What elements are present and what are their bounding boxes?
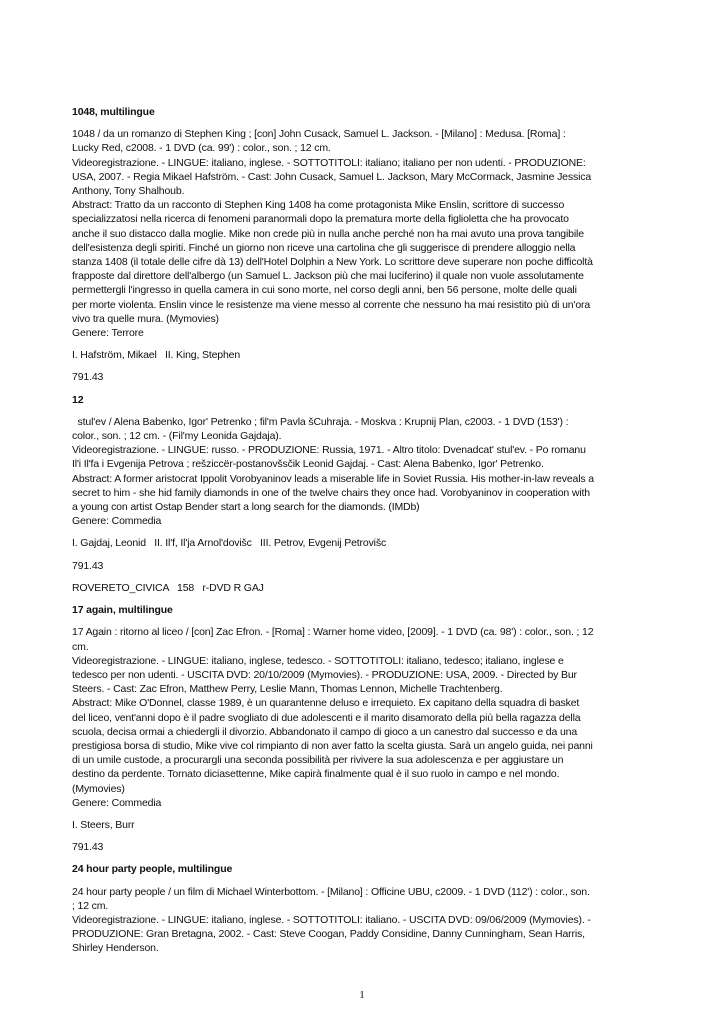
entry-abstract: Abstract: Mike O'Donnel, classe 1989, è un quarantenne deluso e irrequieto. Ex capitano della squadra di basket del liceo, vent'anni dopo è il padre svogliato di due adolescenti e il marito disamorato della più bella ragazza della scuola, decisa ormai a chiedergli il divorzio. Abbandonato il campo di gioco a un canestro dal successo e da una prestigiosa borsa di studio, Mike vive col rimpianto di non aver fatto la scelta giusta. Sarà un angelo guida, nei panni di un umile custode, a procurargli una seconda possibilità per rivivere la sua adolescenza e per aggiustare un destino da perdente. Tornato diciasettenne, Mike capirà finalmente qual è il suo ruolo in campo e nel mondo. (Mymovies) — [72, 697, 593, 795]
entry-classification: 791.43 — [72, 841, 104, 854]
entry-genre: Genere: Commedia — [72, 515, 162, 528]
entry-heading: 17 again, multilingue — [72, 604, 173, 617]
entry-description: stul'ev / Alena Babenko, Igor' Petrenko ; fil'm Pavla šCuhraja. - Moskva : Krupnij Plan, c2003. - 1 DVD (153') : color., son. ; 12 cm. - (Fil'my Leonida Gajdaja). — [72, 415, 572, 443]
entry-description: 24 hour party people / un film di Michael Winterbottom. - [Milano] : Officine UBU, c2009. - 1 DVD (112') : color., son. ; 12 cm. — [72, 885, 590, 912]
catalog-entry — [72, 105, 594, 385]
entry-body — [72, 625, 594, 810]
entry-body — [72, 127, 594, 340]
catalog-entries — [72, 105, 594, 964]
entry-added-entries: I. Gajdaj, Leonid II. Il'f, Il'ja Arnol'dovišc III. Petrov, Evgenij Petrovišc — [72, 537, 387, 550]
entry-body — [72, 885, 594, 956]
entry-heading: 24 hour party people, multilingue — [72, 863, 233, 876]
entry-genre: Genere: Commedia — [72, 796, 162, 809]
entry-classification: 791.43 — [72, 371, 104, 384]
entry-added-entries: I. Hafström, Mikael II. King, Stephen — [72, 349, 241, 362]
entry-heading: 12 — [72, 393, 84, 406]
entry-abstract: Abstract: Tratto da un racconto di Stephen King 1408 ha come protagonista Mike Enslin, scrittore di successo specializzatosi nella ricerca di fenomeni paranormali dopo la prematura morte della figlioletta che ha provocato anche il suo distacco dalla moglie. Mike non crede più in nulla anche perché non ha mai avuto una prova tangibile dell'esistenza degli spiriti. Finché un giorno non riceve una cartolina che gli suggerisce di prendere alloggio nella stanza 1408 (il totale delle cifre dà 13) dell'Hotel Dolphin a New York. Lo scrittore deve superare non poche difficoltà frapposte dal direttore dell'albergo (un Samuel L. Jackson più che mai luciferino) il quale non vuole assolutamente permettergli l'ingresso in quella camera in cui sono morte, nel corso degli anni, ben 56 persone, molte delle quali per morte violenta. Enslin vince le resistenze ma viene messo al corrente che nessuno ha mai resistito più di un'ora vivo tra quelle mura. (Mymovies) — [72, 199, 593, 325]
entry-classification: 791.43 — [72, 559, 104, 572]
entry-abstract: Abstract: A former aristocrat Ippolit Vorobyaninov leads a miserable life in Soviet Russia. His mother-in-law reveals a secret to him - she hid family diamonds in one of the twelve chairs they once had. Vorobyaninov in cooperation with a young con artist Ostap Bender start a long search for the diamonds. (IMDb) — [72, 472, 594, 514]
catalog-entry — [72, 393, 594, 595]
page-number: 1 — [359, 989, 365, 1001]
entry-body — [72, 415, 594, 529]
entry-notes: Videoregistrazione. - LINGUE: italiano, inglese, tedesco. - SOTTOTITOLI: italiano, tedesco; italiano, inglese e tedesco per non udenti. - USCITA DVD: 20/10/2009 (Mymovies). - PRODUZIONE: USA, 2009. - Directed by Bur Steers. - Cast: Zac Efron, Matthew Perry, Leslie Mann, Thomas Lennon, Michelle Trachtenberg. — [72, 654, 577, 696]
entry-description: 17 Again : ritorno al liceo / [con] Zac Efron. - [Roma] : Warner home video, [2009]. - 1 DVD (ca. 98') : color., son. ; 12 cm. — [72, 626, 594, 653]
catalog-entry — [72, 862, 594, 955]
entry-location: ROVERETO_CIVICA 158 r-DVD R GAJ — [72, 581, 264, 594]
entry-notes: Videoregistrazione. - LINGUE: russo. - PRODUZIONE: Russia, 1971. - Altro titolo: Dvenadcat' stul'ev. - Po romanu Il'i Il'fa i Evgenija Petrova ; rešziccër-postanovšsčik Leonid Gajdaj. - Cast: Alena Babenko, Igor' Petrenko. — [72, 444, 586, 471]
catalog-entry — [72, 603, 594, 854]
entry-added-entries: I. Steers, Burr — [72, 818, 135, 831]
entry-heading: 1048, multilingue — [72, 106, 155, 118]
entry-notes: Videoregistrazione. - LINGUE: italiano, inglese. - SOTTOTITOLI: italiano. - USCITA DVD: 09/06/2009 (Mymovies). - PRODUZIONE: Gran Bretagna, 2002. - Cast: Steve Coogan, Paddy Considine, Danny Cunningham, Sean Harris, Shirley Henderson. — [72, 913, 591, 955]
entry-notes: Videoregistrazione. - LINGUE: italiano, inglese. - SOTTOTITOLI: italiano; italiano per non udenti. - PRODUZIONE: USA, 2007. - Regia Mikael Hafström. - Cast: John Cusack, Samuel L. Jackson, Mary McCormack, Jasmine Jessica Anthony, Tony Shalhoub. — [72, 156, 592, 198]
entry-description: 1048 / da un romanzo di Stephen King ; [con] John Cusack, Samuel L. Jackson. - [Milano] : Medusa. [Roma] : Lucky Red, c2008. - 1 DVD (ca. 99') : color., son. ; 12 cm. — [72, 128, 566, 155]
entry-genre: Genere: Terrore — [72, 327, 144, 340]
